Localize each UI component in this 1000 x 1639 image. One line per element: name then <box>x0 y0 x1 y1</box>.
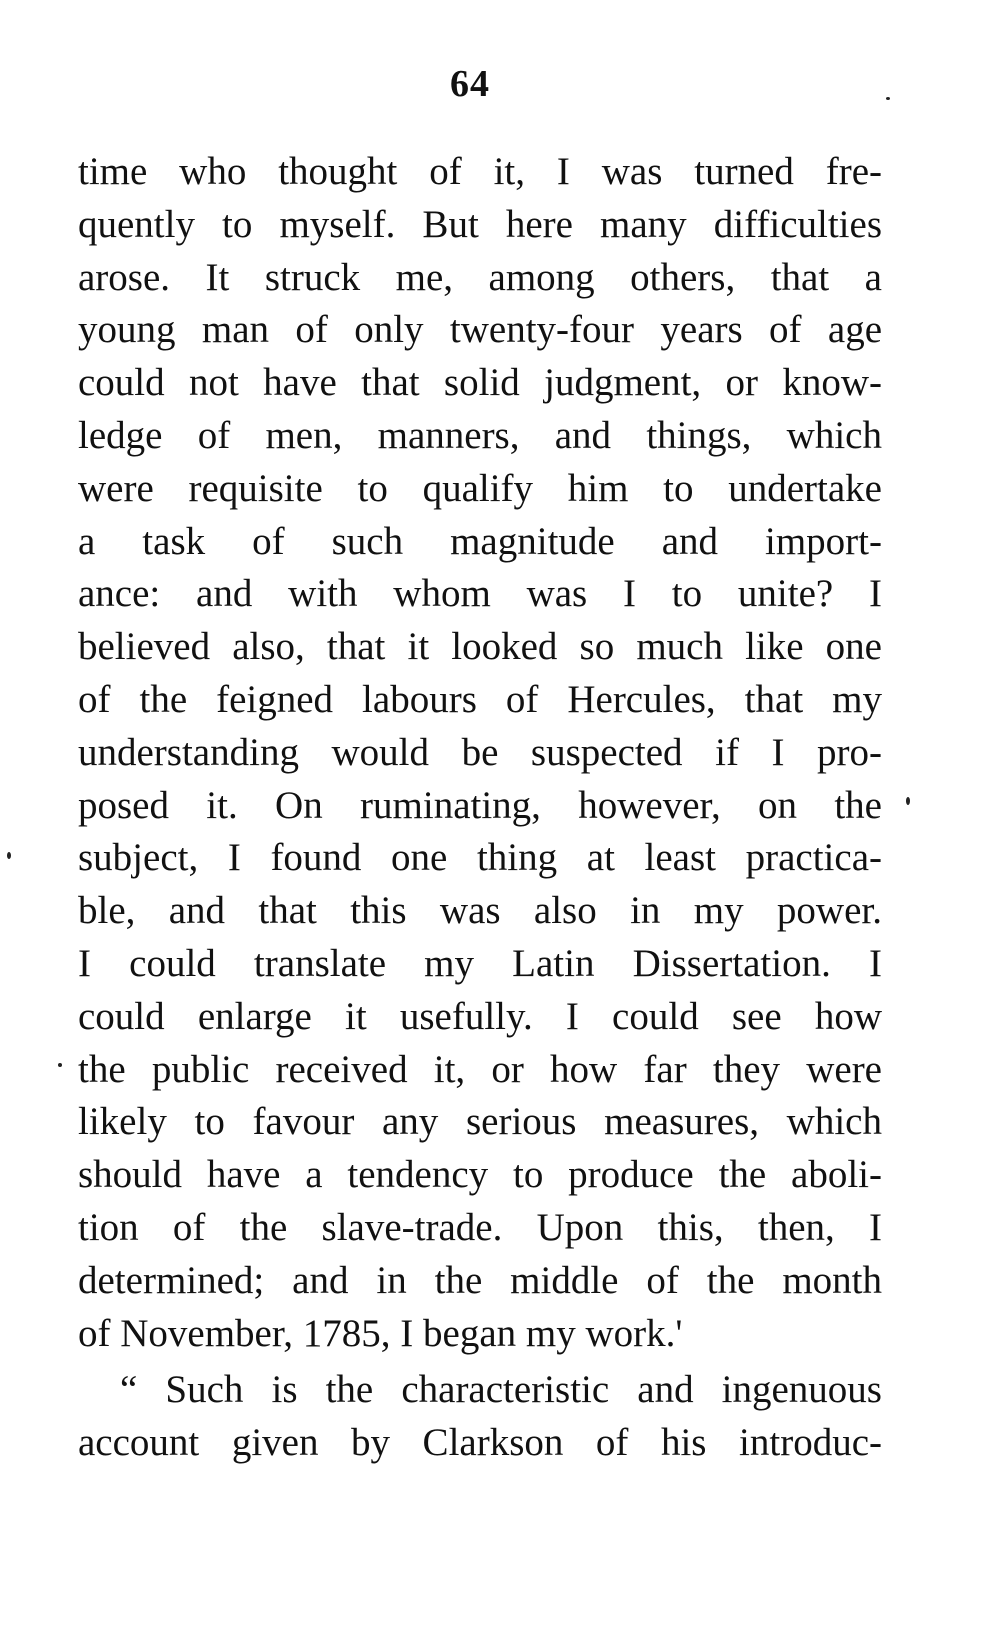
scan-speck <box>886 97 890 100</box>
text-line: quently to myself. But here many difficulties <box>78 202 882 246</box>
text-line: ble, and that this was also in my power. <box>78 889 882 933</box>
text-line: ledge of men, manners, and things, which <box>78 413 882 457</box>
text-line: time who thought of it, I was turned fre- <box>78 150 882 193</box>
scan-speck <box>906 797 910 805</box>
text-line: should have a tendency to produce the aboli- <box>78 1153 882 1197</box>
text-line: could enlarge it usefully. I could see how <box>78 994 882 1038</box>
page-number: 64 <box>450 63 490 105</box>
text-line: were requisite to qualify him to undertake <box>78 466 882 510</box>
text-line: posed it. On ruminating, however, on the <box>78 783 882 827</box>
text-line: understanding would be suspected if I pro- <box>78 730 882 774</box>
text-line: believed also, that it looked so much like one <box>78 625 882 669</box>
text-line: “ Such is the characteristic and ingenuous <box>120 1368 882 1412</box>
text-line: could not have that solid judgment, or know- <box>78 361 882 405</box>
text-line: the public received it, or how far they were <box>78 1047 882 1091</box>
text-line: ance: and with whom was I to unite? I <box>78 572 882 616</box>
text-line: tion of the slave-trade. Upon this, then, I <box>78 1205 882 1249</box>
body-text <box>78 146 882 1470</box>
text-line: I could translate my Latin Dissertation. I <box>78 941 882 985</box>
text-line: young man of only twenty-four years of age <box>78 308 882 352</box>
scan-speck <box>58 1063 62 1067</box>
text-line: account given by Clarkson of his introduc- <box>78 1421 882 1465</box>
text-line: likely to favour any serious measures, which <box>78 1100 882 1144</box>
text-line: determined; and in the middle of the month <box>78 1258 882 1302</box>
text-line: of the feigned labours of Hercules, that my <box>78 677 882 721</box>
text-line: a task of such magnitude and import- <box>78 519 882 563</box>
text-line: arose. It struck me, among others, that a <box>78 255 882 299</box>
scan-speck <box>7 852 11 859</box>
text-line: subject, I found one thing at least practica- <box>78 836 882 880</box>
text-line: of November, 1785, I began my work.' <box>78 1311 683 1355</box>
